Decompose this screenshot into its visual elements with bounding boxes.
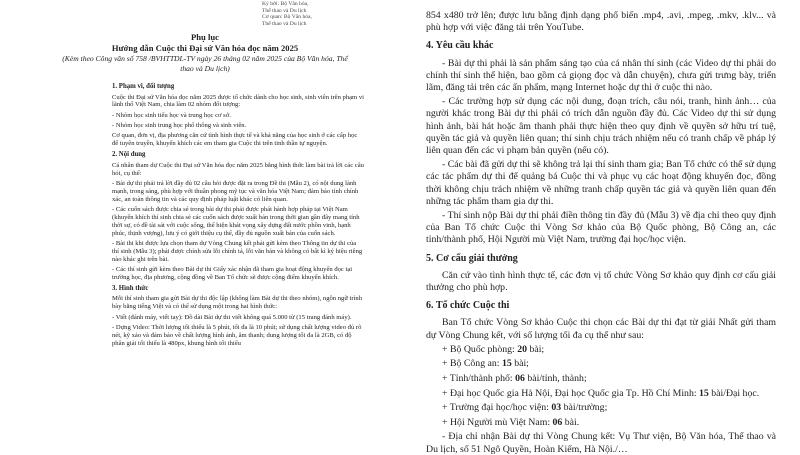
document-page-right <box>410 0 800 455</box>
quota-value: 03 <box>551 402 562 414</box>
paragraph: Ban Tổ chức Vòng Sơ khảo Cuộc thi chọn các Bài dự thi đạt từ giải Nhất gửi tham dự Vòng Chung kết, với số lượng tối đa cụ thể như sau: <box>426 317 776 341</box>
paragraph: - Dựng Video: Thời lượng tối thiểu là 5 phút, tối đa là 10 phút; sử dụng chất lượng video đủ rõ nét, kỹ xảo và đảm bảo về chất lượng hình ảnh, âm thanh; dung lượng tối đa là 2GB, có độ phân giải tối thiểu là 480px, khung hình tối thiểu <box>112 323 362 347</box>
section-heading: 1. Phạm vi, đối tượng <box>112 83 175 90</box>
quota-value: 06 <box>515 373 525 385</box>
stamp-line: Thể thao và Du lịch <box>262 20 307 27</box>
section-heading: 4. Yêu cầu khác <box>426 40 494 52</box>
appendix-label: Phụ lục <box>191 32 219 42</box>
paragraph: - Nhóm học sinh tiểu học và trung học cơ sở. <box>112 111 231 119</box>
quota-item <box>426 373 776 385</box>
section-heading: 5. Cơ cấu giải thưởng <box>426 252 518 264</box>
quota-item <box>426 417 776 429</box>
paragraph: - Các thí sinh gửi kèm theo Bài dự thi Giấy xác nhận đã tham gia hoạt động khuyến đọc tại trường học, địa phương, cộng đồng về Ban Tổ chức sẽ được cộng điểm khuyến khích. <box>112 266 353 281</box>
quota-value: 20 <box>517 343 527 355</box>
section-heading: 3. Hình thức <box>112 284 149 292</box>
quota-unit: bài. <box>562 416 580 428</box>
paragraph: Căn cứ vào tình hình thực tế, các đơn vị tổ chức Vòng Sơ khảo quy định cơ cấu giải thưởng cho phù hợp. <box>426 269 776 294</box>
quota-item <box>426 402 776 414</box>
quota-value: 06 <box>552 416 563 428</box>
submission-address: - Địa chỉ nhận Bài dự thi Vòng Chung kết: Vụ Thư viện, Bộ Văn hóa, Thể thao và Du lịch, số 51 Ngô Quyền, Hoàn Kiếm, Hà Nội./… <box>426 431 776 455</box>
paragraph: - Các trường hợp sử dụng các nội dung, đoạn trích, câu nói, tranh, hình ảnh… của người khác trong Bài dự thi phải có trích dẫn nguồn đầy đủ. Các Video dự thi sử dụng hình ảnh, bài hát hoặc âm thanh phải thực hiện theo quy định về quyền sở hữu trí tuệ, quyền tác giả và quyền liên quan; thí sinh chịu trách nhiệm nếu có tranh chấp về pháp lý liên quan đến các vi phạm bản quyền (nếu có). <box>426 96 776 157</box>
quota-value: 15 <box>501 358 512 370</box>
paragraph: Cơ quan, đơn vị, địa phương căn cứ tình hình thực tế và khả năng của học sinh ở các cấp học để tuyên truyền, khuyến khích các em tham gia Cuộc thi trên tinh thần tự nguyện. <box>112 132 358 148</box>
document-title: Hướng dẫn Cuộc thi Đại sứ Văn hóa đọc năm 2025 <box>111 43 299 53</box>
left-page-body <box>112 80 364 350</box>
quota-unit: bài; <box>527 343 545 355</box>
paragraph: - Bài dự thi phải trả lời đầy đủ 02 câu hỏi được đặt ra trong Đề thi (Mẫu 2), có nội dung lành mạnh, trong sáng, phù hợp với thuần phong mỹ tục và văn hóa Việt Nam; đảm bảo tính chính xác, an toàn thông tin và các quy định pháp luật khác có liên quan. <box>112 179 359 203</box>
section-heading: 2. Nội dung <box>112 151 146 159</box>
section-heading: 6. Tổ chức Cuộc thi <box>426 300 510 312</box>
quota-label: + Hội Người mù Việt Nam: <box>442 416 553 428</box>
quota-unit: bài/tỉnh, thành; <box>524 373 587 385</box>
quota-item <box>426 388 776 400</box>
paragraph: - Nhóm học sinh trung học phổ thông và sinh viên. <box>112 122 247 129</box>
document-subtitle: (Kèm theo Công văn số 758 /BVHTTDL-TV ngày 26 tháng 02 năm 2025 của Bộ Văn hóa, Thể thao và Du lịch) <box>62 54 348 73</box>
quota-value: 15 <box>699 387 709 399</box>
paragraph: Cuộc thi Đại sứ Văn hóa đọc năm 2025 được tổ chức dành cho học sinh, sinh viên trên phạm vi lãnh thổ Việt Nam, chia làm 02 nhóm đối tượng: <box>112 93 364 109</box>
quota-unit: bài/Đại học. <box>708 387 760 399</box>
quota-item <box>426 344 776 356</box>
quota-label: + Đại học Quốc gia Hà Nội, Đại học Quốc gia Tp. Hồ Chí Minh: <box>442 387 700 399</box>
right-page-body <box>426 10 776 455</box>
paragraph: Mỗi thí sinh tham gia gửi Bài dự thi độc lập (không làm Bài dự thi theo nhóm), ngôn ngữ trình bày bằng tiếng Việt và có thể sử dụng một trong hai hình thức: <box>112 295 362 311</box>
quota-unit: bài/trường; <box>561 402 608 414</box>
digital-signature-stamp <box>262 1 312 27</box>
quota-label: + Tỉnh/thành phố: <box>442 373 516 385</box>
quota-unit: bài; <box>511 358 529 370</box>
paragraph: 854 x480 trở lên; được lưu bằng định dạng phổ biến .mp4, .avi, .mpeg, .mkv, .klv... và phù hợp với việc đăng tải trên YouTube. <box>426 10 776 34</box>
quota-label: + Trường đại học/học viện: <box>442 402 552 414</box>
paragraph: - Bài thi khi được lựa chọn tham dự Vòng Chung kết phải gửi kèm theo Thông tin dự thi của thí sinh (Mẫu 3); phải được chỉnh sửa lỗi chính tả, lỗi văn bản và không có bất kì ký hiệu riêng nào khác ghi trên bài. <box>112 239 363 263</box>
paragraph: - Các cuốn sách được chia sẻ trong bài dự thi phải được phát hành hợp pháp tại Việt Nam (khuyến khích thí sinh chia sẻ các cuốn sách được xuất bản trong thời gian gần đây mang tính thời sự, có đề tài sát với cuộc sống, thể hiện khát vọng xây dựng đất nước phồn vinh, hạnh phúc, thịnh vượng), lưu ý có giới thiệu cụ thể, đầy đủ nguồn xuất bản của cuốn sách. <box>112 205 360 237</box>
paragraph: - Bài dự thi phải là sản phẩm sáng tạo của cá nhân thí sinh (các Video dự thi phải do chính thí sinh thể hiện, bao gồm cả giọng đọc và dẫn chuyện), chưa gửi trưng bày, triển lãm, đăng tải trên các ấn phẩm, mạng Internet hoặc dự thi ở cuộc thi nào. <box>426 57 776 94</box>
document-header <box>0 32 410 74</box>
paragraph: - Viết (đánh máy, viết tay): Đồ dài Bài dự thi viết không quá 5.000 từ (15 trang đánh máy). <box>112 313 352 321</box>
quota-item <box>426 358 776 370</box>
quota-label: + Bộ Quốc phòng: <box>442 343 518 355</box>
stamp-line: Thể thao và Du lịch <box>262 7 307 14</box>
quota-label: + Bộ Công an: <box>442 358 502 370</box>
stamp-line: Ký bởi: Bộ Văn hóa, <box>262 1 309 7</box>
paragraph: - Thí sinh nộp Bài dự thi phải điền thông tin đầy đủ (Mẫu 3) về địa chỉ theo quy định của Ban Tổ chức Cuộc thi Vòng Sơ khảo của Bộ Quốc phòng, Bộ Công an, các tỉnh/thành phố, Hội Người mù Việt Nam, trường đại học/học viện. <box>426 210 776 246</box>
stamp-line: Cơ quan: Bộ Văn hóa, <box>262 14 312 21</box>
paragraph: - Các bài đã gửi dự thi sẽ không trả lại thí sinh tham gia; Ban Tổ chức có thể sử dụng các tác phẩm dự thi để quảng bá Cuộc thi và phục vụ các hoạt động khuyến đọc, đồng thời không chịu trách nhiệm về những tranh chấp quyền tác giả và quyền liên quan đến những tác phẩm tham gia dự thi. <box>426 159 776 207</box>
paragraph: Cá nhân tham dự Cuộc thi Đại sứ Văn hóa đọc năm 2025 bằng hình thức làm bài trả lời các câu hỏi, cụ thể: <box>112 161 364 177</box>
